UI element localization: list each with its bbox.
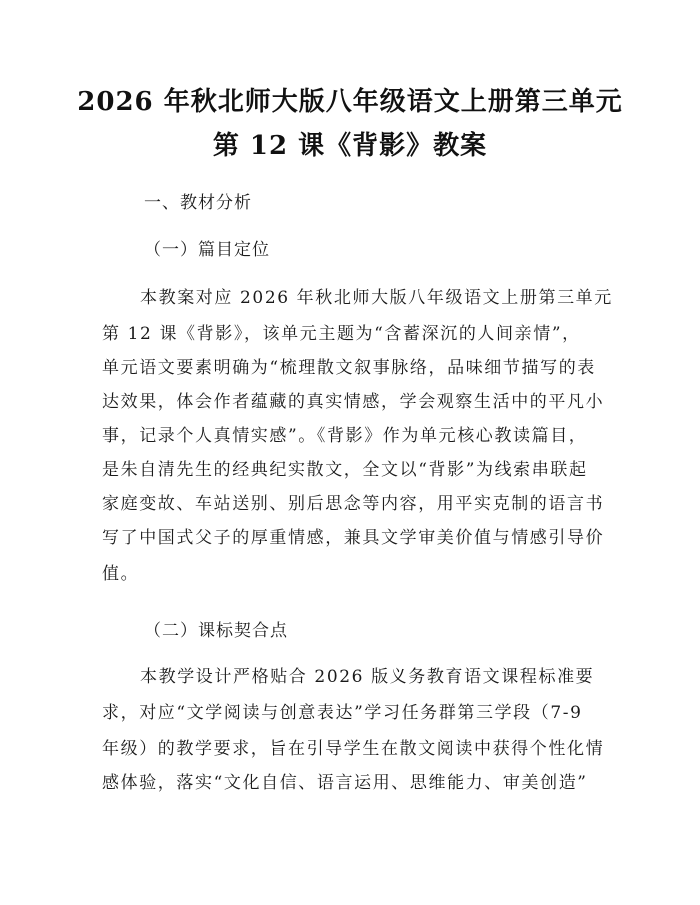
subsection-heading-curriculum-alignment: （二）课标契合点 [144,621,288,641]
subsection-heading-text-positioning: （一）篇目定位 [144,240,270,260]
paragraph-line: 求，对应“文学阅读与创意表达”学习任务群第三学段（7-9 [102,703,583,723]
paragraph-line: 事，记录个人真情实感”。《背影》作为单元核心教读篇目， [102,426,588,446]
document-title-line-2: 第 12 课《背影》教案 [212,131,488,161]
paragraph-line: 本教案对应 2026 年秋北师大版八年级语文上册第三单元 [140,288,613,308]
paragraph-line: 达效果，体会作者蕴藏的真实情感，学会观察生活中的平凡小 [102,392,605,412]
paragraph-line: 值。 [102,564,140,584]
paragraph-line: 本教学设计严格贴合 2026 版义务教育语文课程标准要 [140,667,595,687]
document-title-line-1: 2026 年秋北师大版八年级语文上册第三单元 [77,87,623,117]
paragraph-line: 年级）的教学要求，旨在引导学生在散文阅读中获得个性化情 [102,739,605,759]
paragraph-line: 单元语文要素明确为“梳理散文叙事脉络，品味细节描写的表 [102,358,596,378]
paragraph-line: 感体验，落实“文化自信、语言运用、思维能力、审美创造” [102,773,588,793]
paragraph-line: 家庭变故、车站送别、别后思念等内容，用平实克制的语言书 [102,494,605,514]
paragraph-line: 写了中国式父子的厚重情感，兼具文学审美价值与情感引导价 [102,528,605,548]
section-heading-textbook-analysis: 一、教材分析 [144,193,252,213]
paragraph-line: 第 12 课《背影》，该单元主题为“含蓄深沉的人间亲情”， [102,324,581,344]
paragraph-line: 是朱自清先生的经典纪实散文，全文以“背影”为线索串联起 [102,460,588,480]
